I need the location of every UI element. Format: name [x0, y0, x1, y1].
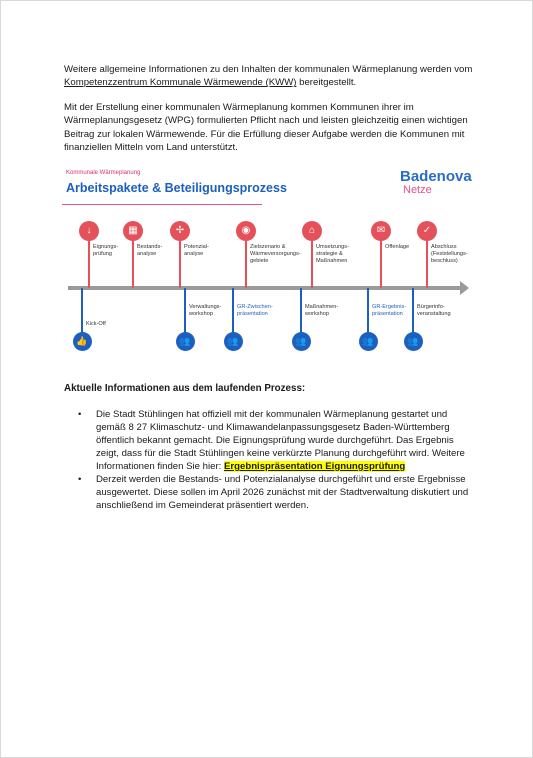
timeline-bar: [68, 286, 462, 290]
step-connector: [179, 241, 181, 288]
list-item: [78, 408, 478, 473]
step-label: Bestands- analyse: [137, 244, 163, 257]
event-label: Bürgerinfo- veranstaltung: [417, 304, 451, 317]
table-icon: ▦: [123, 221, 143, 241]
event-label: Kick-Off: [86, 321, 106, 327]
thumbs-up-icon: 👍: [73, 332, 92, 351]
intro-text-before-link: Weitere allgemeine Informationen zu den Inhalten der kommunalen Wärmeplanung werden vom: [64, 64, 473, 75]
results-presentation-link[interactable]: Ergebnispräsentation Eignungsprüfung: [224, 461, 406, 472]
step-connector: [380, 241, 382, 288]
event-connector: [412, 288, 414, 333]
step-connector: [426, 241, 428, 288]
step-label: Potenzial- analyse: [184, 244, 209, 257]
group-icon: 👥: [404, 332, 423, 351]
event-connector: [367, 288, 369, 333]
step-connector: [245, 241, 247, 288]
group-icon: 👥: [224, 332, 243, 351]
list-item: [78, 473, 478, 512]
step-label: Umsetzungs- strategie & Maßnahmen: [316, 244, 349, 264]
checkmark-icon: ✓: [417, 221, 437, 241]
event-label: GR-Ergebnis- präsentation: [372, 304, 407, 317]
event-connector: [81, 288, 83, 333]
intro-paragraph-1: [64, 63, 484, 90]
step-label: Abschluss (Feststellungs- beschluss): [431, 244, 468, 264]
brand-logo-netze: Netze: [403, 184, 432, 196]
update-list: [78, 408, 478, 512]
envelope-icon: ✉: [371, 221, 391, 241]
step-connector: [132, 241, 134, 288]
intro-text-after-link: bereitgestellt.: [296, 77, 357, 89]
infographic: [62, 164, 482, 364]
event-connector: [184, 288, 186, 333]
infographic-title: Arbeitspakete & Beteiligungsprozess: [66, 181, 287, 195]
group-icon: 👥: [359, 332, 378, 351]
intro-paragraph-2: Mit der Erstellung einer kommunalen Wärmeplanung kommen Kommunen ihrer im Wärmeplanungsgesetz (WPG) formulierten Pflicht nach und leisten gleichzeitig einen wichtigen Beitrag zur lokalen Wärmewende. Für die Erfüllung dieser Aufgabe werden die Kommunen mit finanziellen Mitteln vom Land unterstützt.: [64, 102, 468, 154]
brand-logo-badenova: Badenova: [400, 168, 472, 185]
step-label: Offenlage: [385, 244, 410, 250]
step-label: Eignungs- prüfung: [93, 244, 119, 257]
step-label: Zielszenario & Wärmeversorgungs- gebiete: [250, 244, 301, 264]
event-connector: [232, 288, 234, 333]
event-label: Maßnahmen- workshop: [305, 304, 339, 317]
event-connector: [300, 288, 302, 333]
title-divider: [62, 204, 262, 205]
group-icon: 👥: [176, 332, 195, 351]
section-heading: Aktuelle Informationen aus dem laufenden Prozess:: [64, 383, 306, 394]
event-label: GR-Zwischen- präsentation: [237, 304, 273, 317]
timeline-arrow-icon: [460, 281, 469, 295]
infographic-subtitle: Kommunale Wärmeplanung: [66, 170, 141, 176]
bullet-2-text: Derzeit werden die Bestands- und Potenzialanalyse durchgeführt und erste Ergebnisse ausgewertet. Diese sollen im April 2026 zunächst mit der Stadtverwaltung diskutiert und anschließend im Gemeinderat präsentiert werden.: [96, 474, 469, 511]
bullet-1-text: Die Stadt Stühlingen hat offiziell mit der kommunalen Wärmeplanung gestartet und gemäß 8 27 Klimaschutz- und Klimawandelanpassungsgesetz Baden-Württemberg öffentlich bekannt gemacht. Die Eignungsprüfung wurde durchgeführt. Das Ergebnis zeigt, dass für die Stadt Stühlingen keine verkürzte Planung durchgeführt wird. Weitere Informationen finden Sie hier:: [96, 409, 465, 472]
house-icon: ⌂: [302, 221, 322, 241]
group-icon: 👥: [292, 332, 311, 351]
step-connector: [88, 241, 90, 288]
map-pin-icon: ◉: [236, 221, 256, 241]
kww-link[interactable]: Kompetenzzentrum Kommunale Wärmewende (KWW): [64, 77, 297, 89]
arrow-down-icon: ↓: [79, 221, 99, 241]
event-label: Verwaltungs- workshop: [189, 304, 222, 317]
wind-turbine-icon: ✢: [170, 221, 190, 241]
step-connector: [311, 241, 313, 288]
